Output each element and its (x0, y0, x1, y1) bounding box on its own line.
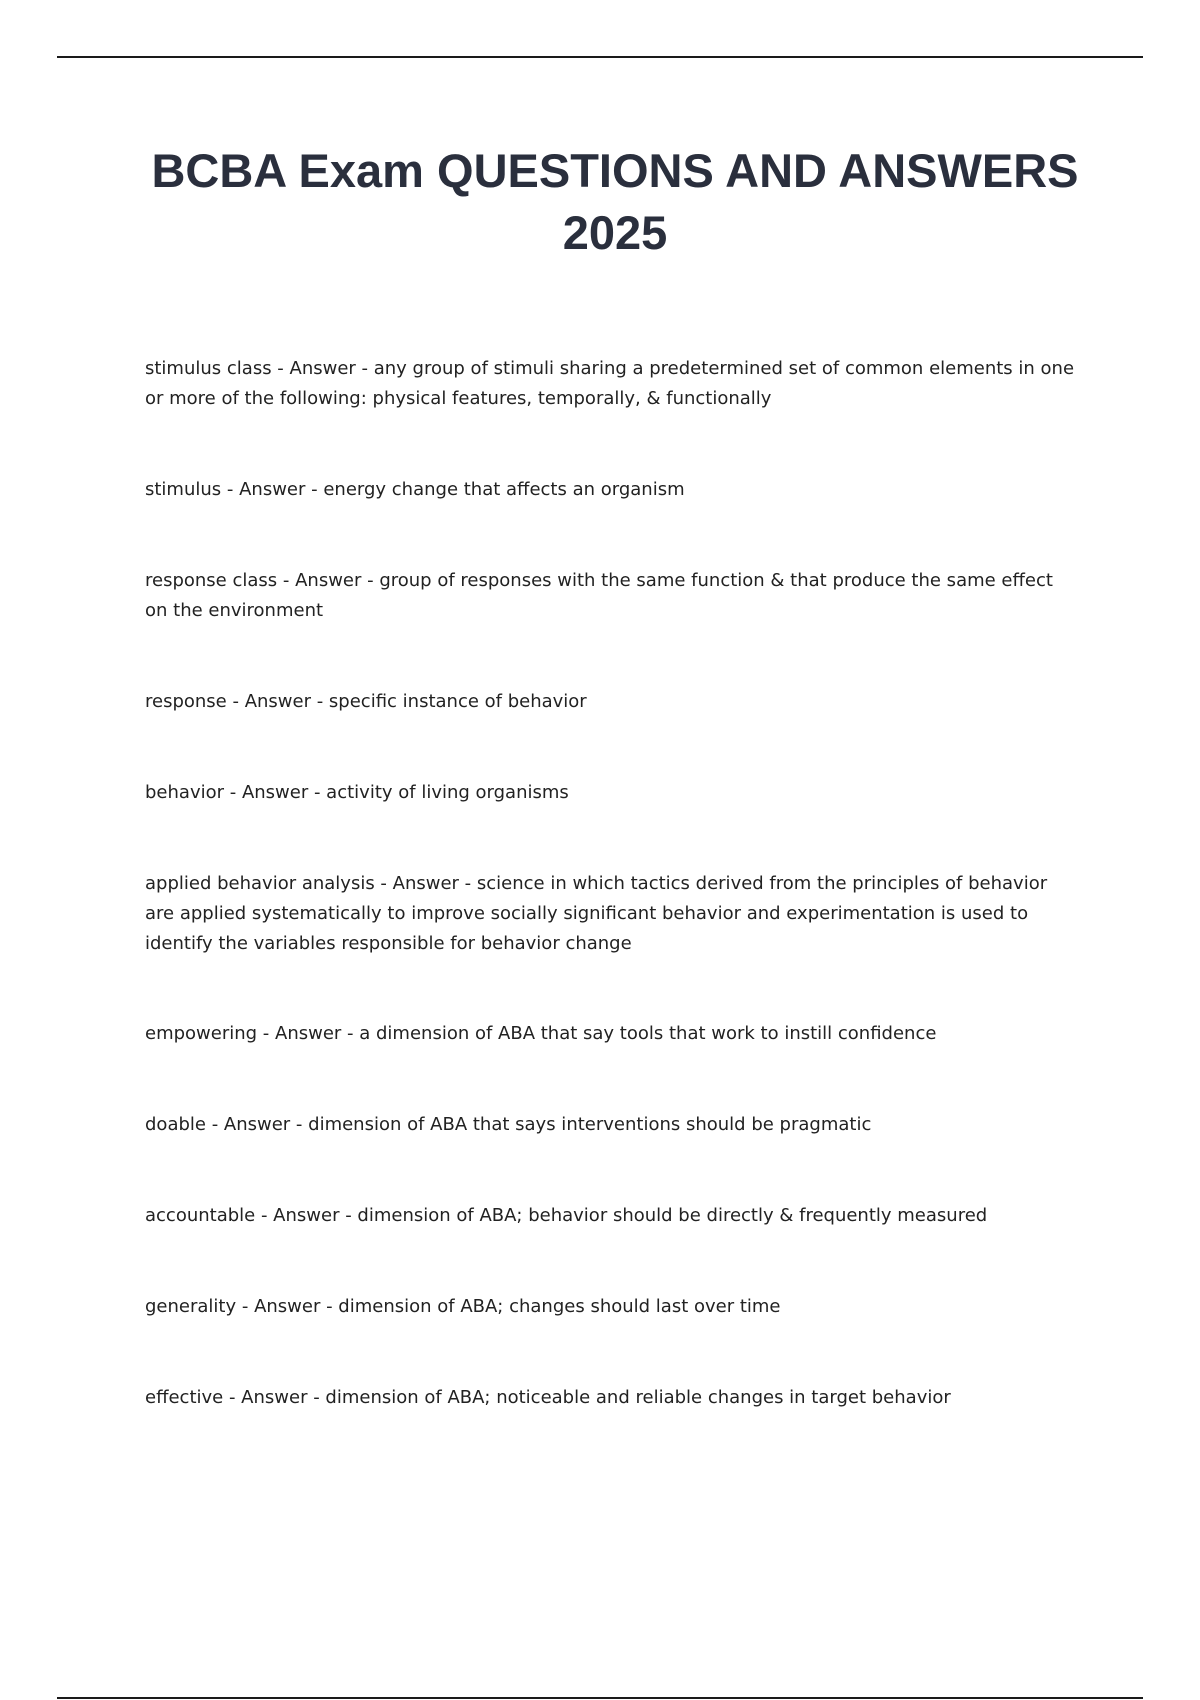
qa-entry-response-class: response class - Answer - group of responses with the same function & that produce the same effect on the environment (145, 570, 1053, 621)
document-title: BCBA Exam QUESTIONS AND ANSWERS 2025 (151, 144, 1079, 259)
qa-entry-empowering: empowering - Answer - a dimension of ABA that say tools that work to instill confidence (145, 1023, 937, 1044)
qa-entry-effective: effective - Answer - dimension of ABA; noticeable and reliable changes in target behavior (145, 1387, 951, 1408)
bottom-rule (57, 1697, 1143, 1699)
top-rule (57, 56, 1143, 58)
qa-entry-accountable: accountable - Answer - dimension of ABA; behavior should be directly & frequently measured (145, 1205, 988, 1226)
qa-entry-generality: generality - Answer - dimension of ABA; changes should last over time (145, 1296, 781, 1317)
qa-entry-behavior: behavior - Answer - activity of living organisms (145, 782, 569, 803)
qa-entry-stimulus-class: stimulus class - Answer - any group of stimuli sharing a predetermined set of common elements in one or more of the following: physical features, temporally, & functionally (145, 358, 1075, 409)
qa-entry-applied-behavior-analysis: applied behavior analysis - Answer - science in which tactics derived from the principles of behavior are applied systematically to improve socially significant behavior and experimentation is used to identify the variables responsible for behavior change (145, 873, 1048, 954)
qa-entry-stimulus: stimulus - Answer - energy change that affects an organism (145, 479, 685, 500)
qa-entry-doable: doable - Answer - dimension of ABA that says interventions should be pragmatic (145, 1114, 872, 1135)
qa-entry-response: response - Answer - specific instance of behavior (145, 691, 587, 712)
